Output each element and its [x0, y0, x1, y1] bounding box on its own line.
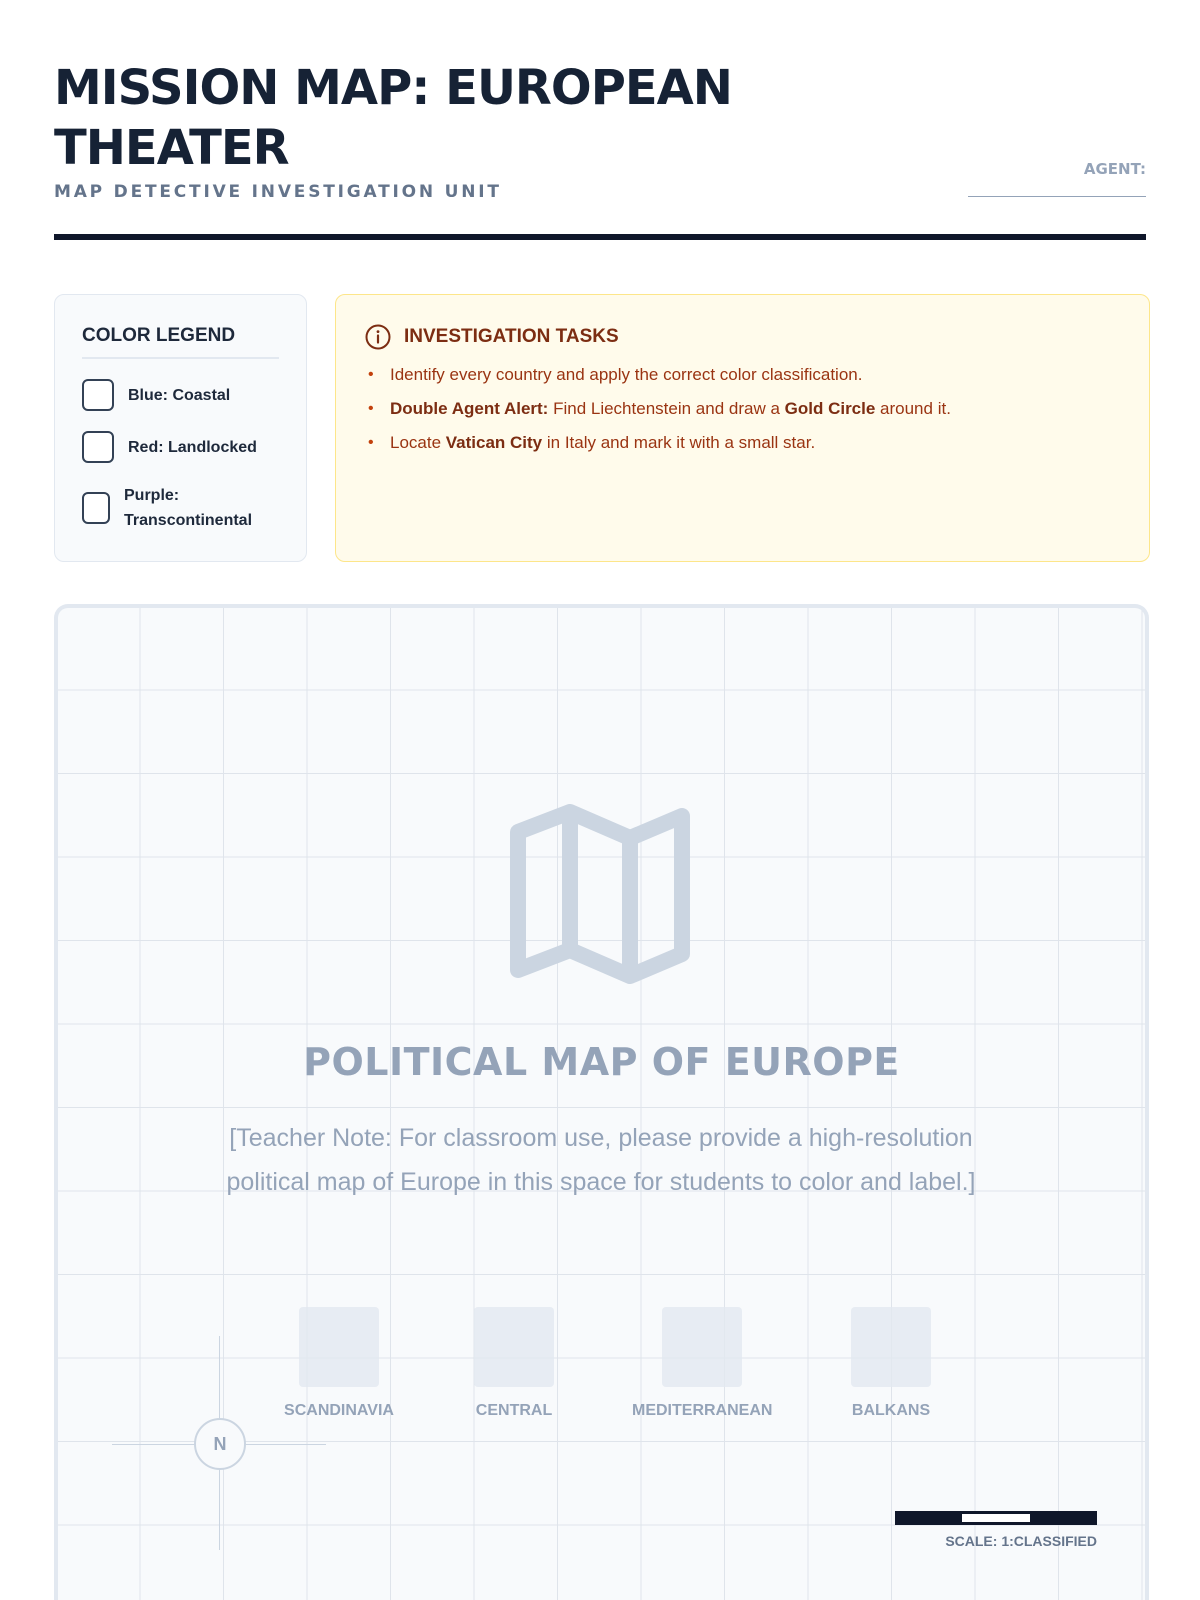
task-list — [364, 363, 1121, 455]
task-emphasis: Gold Circle — [784, 399, 876, 418]
scale-segment — [962, 1511, 1029, 1525]
task-text: Identify every country and apply the correct color classification. — [390, 365, 863, 384]
page-subtitle: MAP DETECTIVE INVESTIGATION UNIT — [54, 182, 502, 202]
scale-segment — [1030, 1511, 1097, 1525]
legend-item-landlocked — [82, 431, 279, 463]
scale-bar-graphic — [895, 1511, 1097, 1525]
legend-swatch-checkbox[interactable] — [82, 379, 114, 411]
tasks-title: INVESTIGATION TASKS — [404, 326, 619, 347]
task-text: around it. — [875, 399, 951, 418]
region-central — [444, 1307, 584, 1420]
legend-title: COLOR LEGEND — [82, 325, 279, 359]
page-header — [54, 58, 1146, 240]
region-placeholder — [662, 1307, 742, 1387]
agent-signature-line[interactable] — [968, 196, 1146, 197]
region-scandinavia — [269, 1307, 409, 1420]
legend-item-label: Red: Landlocked — [128, 438, 257, 456]
compass-north-icon: N — [194, 1418, 246, 1470]
task-text: Locate — [390, 433, 446, 452]
region-label: MEDITERRANEAN — [632, 1402, 773, 1419]
task-emphasis: Double Agent Alert: — [390, 399, 549, 418]
map-title: POLITICAL MAP OF EUROPE — [303, 1040, 900, 1084]
task-text: Find Liechtenstein and draw a — [548, 399, 785, 418]
scale-segment — [895, 1511, 962, 1525]
tasks-header — [364, 323, 1121, 351]
color-legend — [54, 294, 307, 562]
legend-swatch-checkbox[interactable] — [82, 431, 114, 463]
investigation-tasks — [335, 294, 1150, 562]
legend-item-transcontinental — [82, 483, 279, 533]
region-placeholder — [299, 1307, 379, 1387]
teacher-note: [Teacher Note: For classroom use, please provide a high-resolution political map of Europe in this space for students to color and label.] — [226, 1124, 976, 1196]
region-label: BALKANS — [851, 1402, 931, 1419]
legend-item-label: Blue: Coastal — [128, 386, 231, 404]
task-item — [364, 397, 1121, 421]
page-title: MISSION MAP: EUROPEAN THEATER — [54, 60, 732, 176]
region-label: SCANDINAVIA — [284, 1402, 394, 1419]
legend-swatch-checkbox[interactable] — [82, 492, 110, 524]
header-divider — [54, 234, 1146, 240]
region-mediterranean — [632, 1307, 772, 1420]
info-icon — [364, 323, 392, 351]
map-area — [54, 604, 1149, 1600]
region-label: CENTRAL — [475, 1402, 553, 1419]
scale-bar — [895, 1511, 1097, 1549]
region-balkans — [821, 1307, 961, 1420]
scale-label: SCALE: 1:CLASSIFIED — [945, 1533, 1097, 1549]
folded-map-icon — [508, 804, 692, 984]
agent-label: AGENT: — [1083, 160, 1146, 178]
task-emphasis: Vatican City — [445, 433, 543, 452]
legend-item-label: Purple: Transcontinental — [124, 487, 253, 529]
task-text: in Italy and mark it with a small star. — [542, 433, 816, 452]
task-item — [364, 431, 1121, 455]
task-item — [364, 363, 1121, 387]
agent-field — [966, 160, 1146, 197]
region-placeholder — [851, 1307, 931, 1387]
region-placeholder — [474, 1307, 554, 1387]
legend-item-coastal — [82, 379, 279, 411]
